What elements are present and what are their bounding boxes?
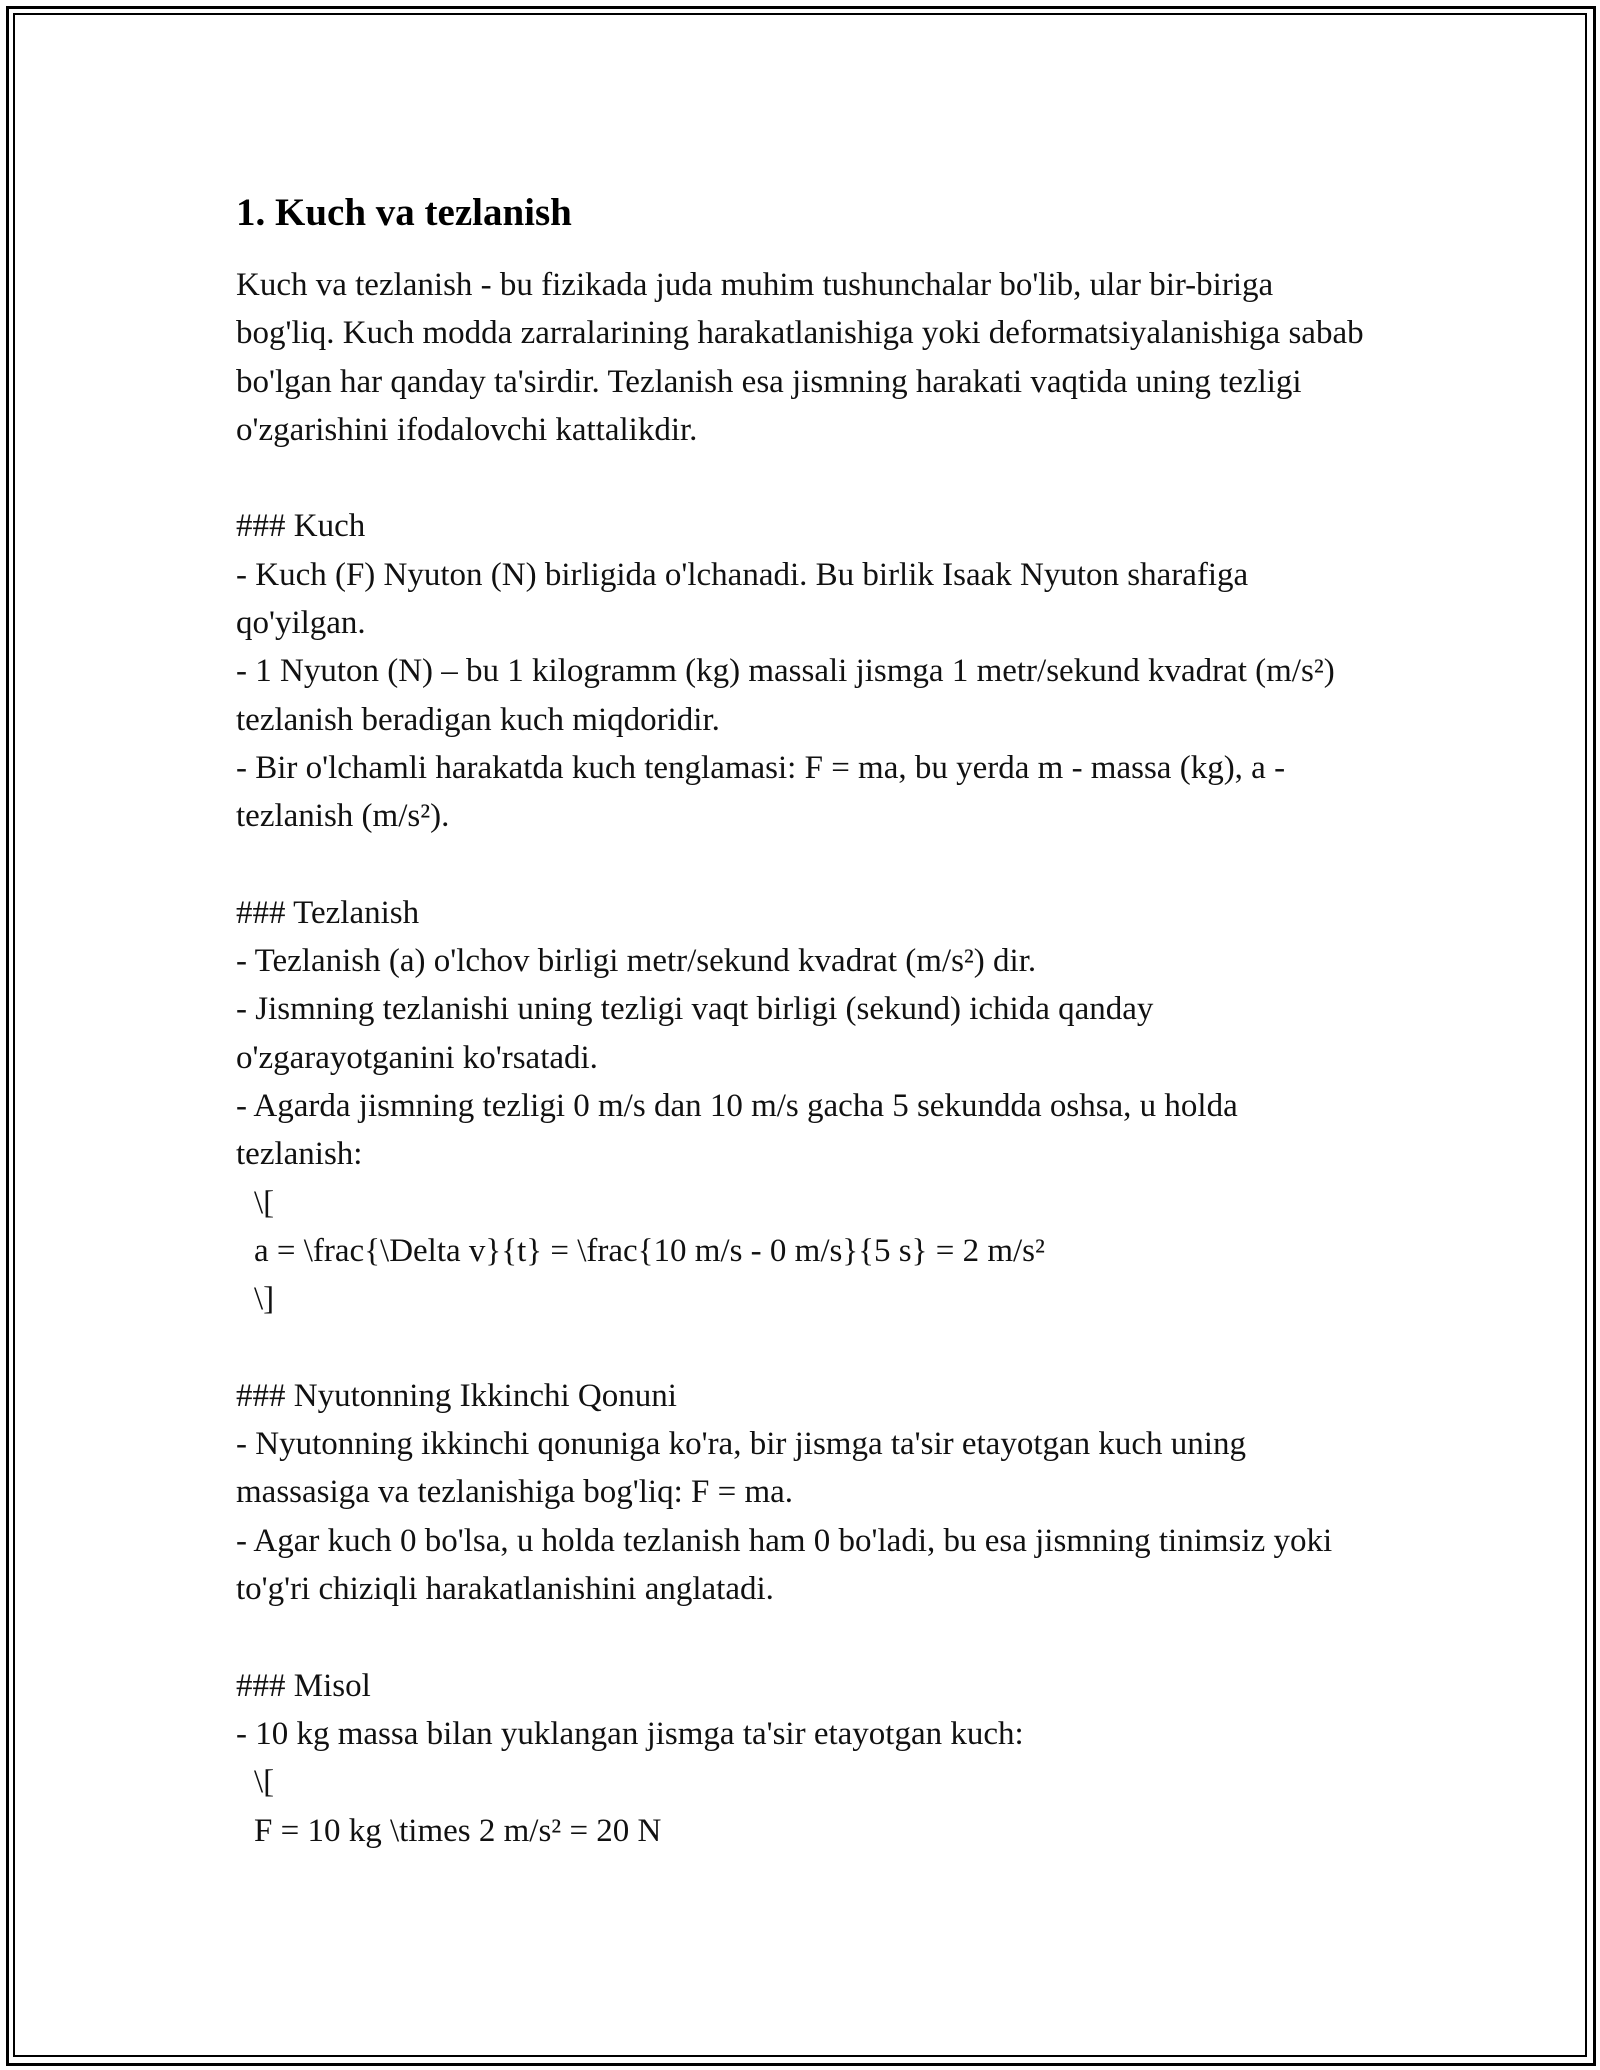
list-item: - Tezlanish (a) o'lchov birligi metr/sekund kvadrat (m/s²) dir.	[236, 943, 1037, 980]
section-heading-kuch: ### Kuch	[236, 508, 366, 545]
list-item: - Bir o'lchamli harakatda kuch tenglamasi: F = ma, bu yerda m - massa (kg), a - tezlanish (m/s²).	[236, 749, 1286, 835]
section-kuch	[236, 502, 1366, 840]
math-line: \[	[254, 1764, 275, 1801]
section-heading-tezlanish: ### Tezlanish	[236, 894, 420, 931]
list-item: - Agar kuch 0 bo'lsa, u holda tezlanish ham 0 bo'ladi, bu esa jismning tinimsiz yoki to'g'ri chiziqli harakatlanishini anglatadi.	[236, 1522, 1333, 1608]
math-line: F = 10 kg \times 2 m/s² = 20 N	[254, 1812, 662, 1849]
math-line: \]	[254, 1281, 275, 1318]
document-body	[236, 187, 1366, 1855]
list-item: - 10 kg massa bilan yuklangan jismga ta'sir etayotgan kuch:	[236, 1715, 1024, 1752]
math-line: a = \frac{\Delta v}{t} = \frac{10 m/s - 0 m/s}{5 s} = 2 m/s²	[254, 1232, 1045, 1269]
section-heading-misol: ### Misol	[236, 1667, 371, 1704]
section-misol	[236, 1662, 1366, 1855]
section-tezlanish	[236, 889, 1366, 1324]
math-line: \[	[254, 1184, 275, 1221]
page-title: 1. Kuch va tezlanish	[236, 191, 572, 234]
list-item: - Jismning tezlanishi uning tezligi vaqt birligi (sekund) ichida qanday o'zgarayotganini ko'rsatadi.	[236, 991, 1154, 1076]
intro-paragraph: Kuch va tezlanish - bu fizikada juda muhim tushunchalar bo'lib, ular bir-biriga bog'liq. Kuch modda zarralarining harakatlanishiga yoki deformatsiyalanishiga sabab bo'lgan har qanday ta'sirdir. Tezlanish esa jismning harakati vaqtida uning tezligi o'zgarishini ifodalovchi kattalikdir.	[236, 267, 1364, 448]
list-item: - Kuch (F) Nyuton (N) birligida o'lchanadi. Bu birlik Isaak Nyuton sharafiga qo'yilgan.	[236, 556, 1249, 642]
section-heading-nyuton: ### Nyutonning Ikkinchi Qonuni	[236, 1377, 677, 1414]
list-item: - Agarda jismning tezligi 0 m/s dan 10 m/s gacha 5 sekundda oshsa, u holda tezlanish:	[236, 1088, 1238, 1173]
list-item: - 1 Nyuton (N) – bu 1 kilogramm (kg) massali jismga 1 metr/sekund kvadrat (m/s²) tezlanish beradigan kuch miqdoridir.	[236, 653, 1335, 738]
section-nyuton	[236, 1372, 1366, 1613]
list-item: - Nyutonning ikkinchi qonuniga ko'ra, bir jismga ta'sir etayotgan kuch uning massasiga va tezlanishiga bog'liq: F = ma.	[236, 1426, 1246, 1511]
